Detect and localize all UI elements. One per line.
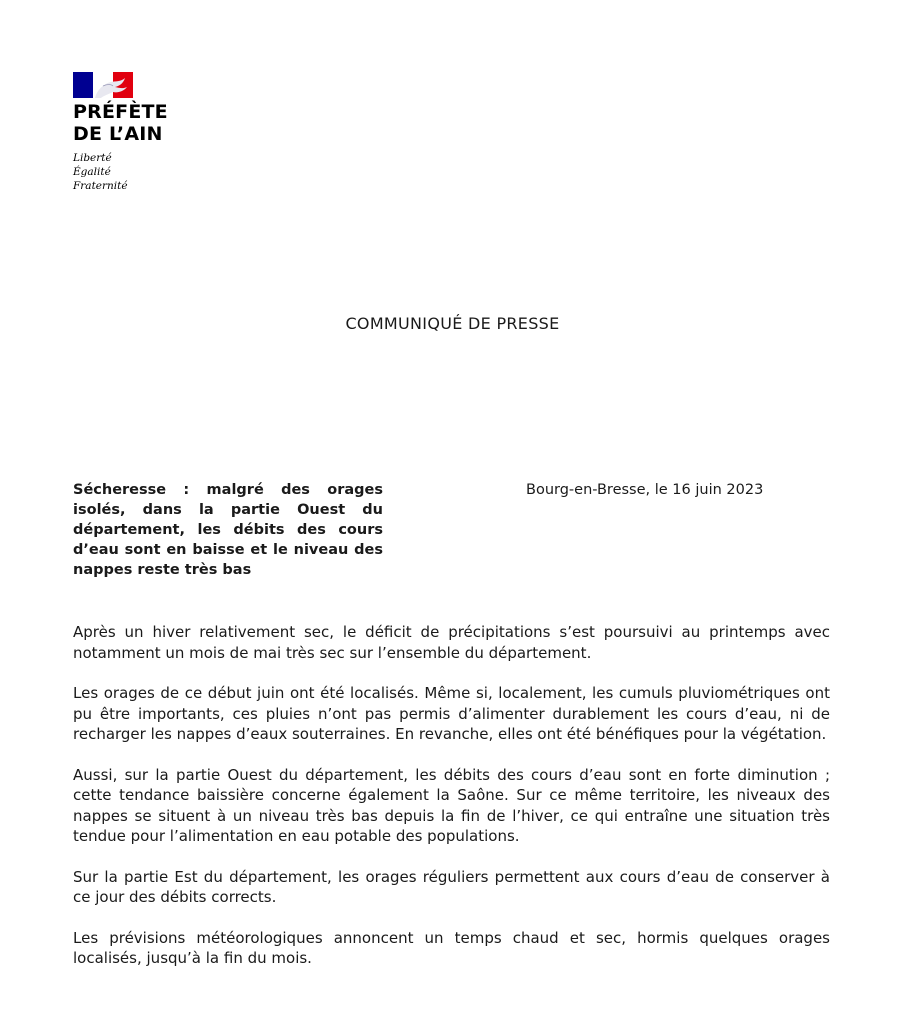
logo-title (73, 101, 193, 145)
body-paragraph: Aussi, sur la partie Ouest du département, les débits des cours d’eau sont en forte diminution ; cette tendance baissière concerne également la Saône. Sur ce même territoire, les niveaux des nappes se situent à un niveau très bas depuis la fin de l’hiver, ce qui entraîne une situation très tendue pour l’alimentation en eau potable des populations. (73, 765, 830, 845)
document-headline: COMMUNIQUÉ DE PRESSE (345, 314, 560, 333)
logo-title-line2: DE L’AIN (73, 123, 163, 145)
body-paragraph: Sur la partie Est du département, les orages réguliers permettent aux cours d’eau de conserver à ce jour des débits corrects. (73, 867, 830, 906)
motto-egalite: Égalité (73, 166, 111, 178)
body-paragraph: Les orages de ce début juin ont été localisés. Même si, localement, les cumuls pluviométriques ont pu être importants, ces pluies n’ont pas permis d’alimenter durablement les cours d’eau, ni de recharger les nappes d’eaux souterraines. En revanche, elles ont été bénéfiques pour la végétation. (73, 684, 830, 743)
prefecture-logo (73, 72, 193, 193)
press-release-subject: Sécheresse : malgré des orages isolés, dans la partie Ouest du département, les débits des cours d’eau sont en baisse et le niveau des nappes reste très bas (73, 482, 383, 578)
dateline: Bourg-en-Bresse, le 16 juin 2023 (526, 482, 764, 498)
body-paragraph: Les prévisions météorologiques annoncent un temps chaud et sec, hormis quelques orages localisés, jusqu’à la fin du mois. (73, 928, 830, 967)
republic-motto (73, 151, 193, 193)
body-paragraph: Après un hiver relativement sec, le déficit de précipitations s’est poursuivi au printemps avec notamment un mois de mai très sec sur l’ensemble du département. (73, 623, 830, 662)
motto-liberte: Liberté (73, 152, 112, 164)
logo-title-line1: PRÉFÈTE (73, 101, 168, 123)
marianne-flag-icon (73, 72, 133, 98)
motto-fraternite: Fraternité (73, 180, 128, 192)
press-release-body (73, 622, 830, 989)
